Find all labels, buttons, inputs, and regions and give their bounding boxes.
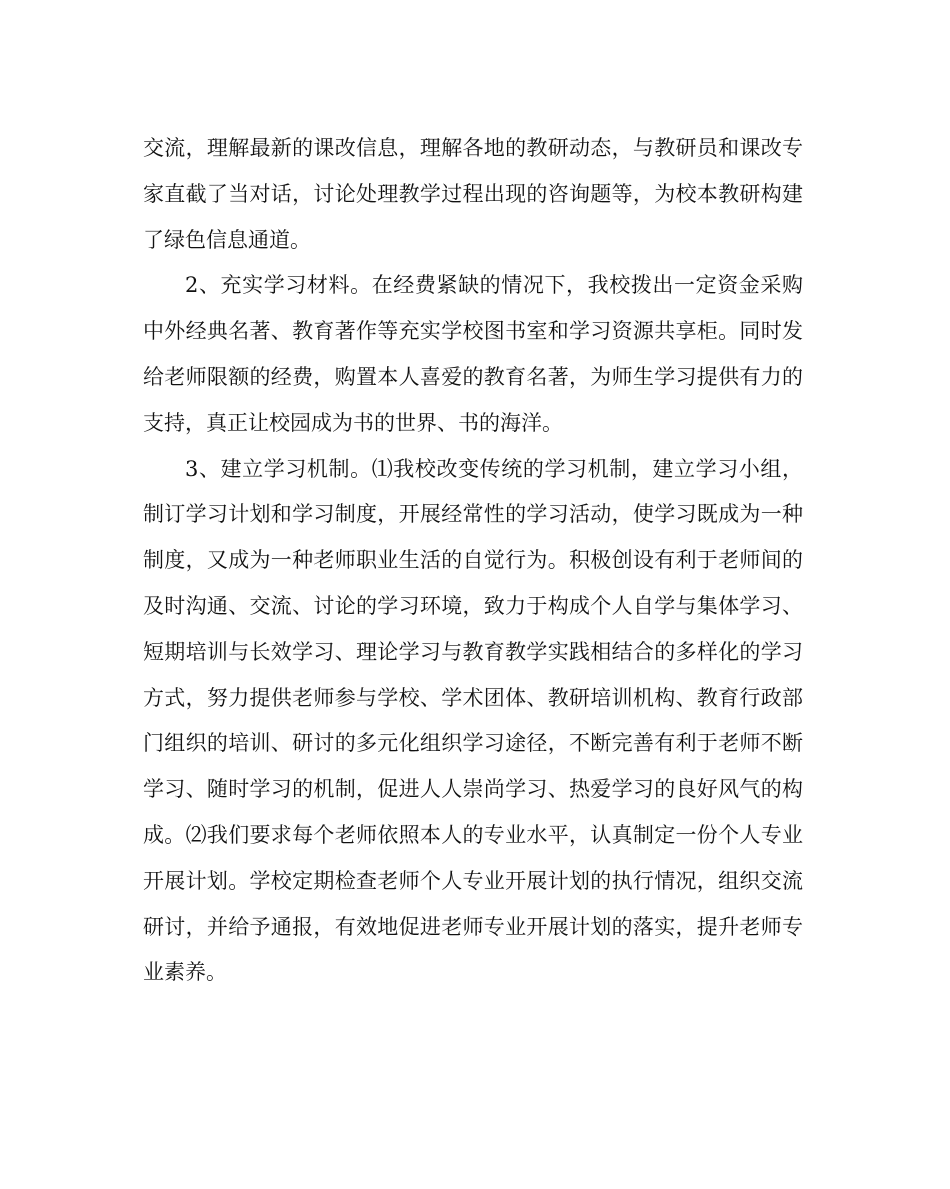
paragraph-continuation: 交流，理解最新的课改信息，理解各地的教研动态，与教研员和课改专家直截了当对话，讨论处理教学过程出现的咨询题等，为校本教研构建了绿色信息通道。 xyxy=(143,136,803,252)
paragraph-learning-mechanism: 3、建立学习机制。⑴我校改变传统的学习机制，建立学习小组，制订学习计划和学习制度，开展经常性的学习活动，使学习既成为一种制度，又成为一种老师职业生活的自觉行为。积极创设有利于老师间的及时沟通、交流、讨论的学习环境，致力于构成个人自学与集体学习、短期培训与长效学习、理论学习与教育教学实践相结合的多样化的学习方式，努力提供老师参与学校、学术团体、教研培训机构、教育行政部门组织的培训、研讨的多元化组织学习途径，不断完善有利于老师不断学习、随时学习的机制，促进人人崇尚学习、热爱学习的良好风气的构成。⑵我们要求每个老师依照本人的专业水平，认真制定一份个人专业开展计划。学校定期检查老师个人专业开展计划的执行情况，组织交流研讨，并给予通报，有效地促进老师专业开展计划的落实，提升老师专业素养。 xyxy=(143,456,803,985)
paragraph-learning-materials: 2、充实学习材料。在经费紧缺的情况下，我校拨出一定资金采购中外经典名著、教育著作等充实学校图书室和学习资源共享柜。同时发给老师限额的经费，购置本人喜爱的教育名著，为师生学习提供有力的支持，真正让校园成为书的世界、书的海洋。 xyxy=(143,273,803,435)
document-body xyxy=(143,126,803,996)
